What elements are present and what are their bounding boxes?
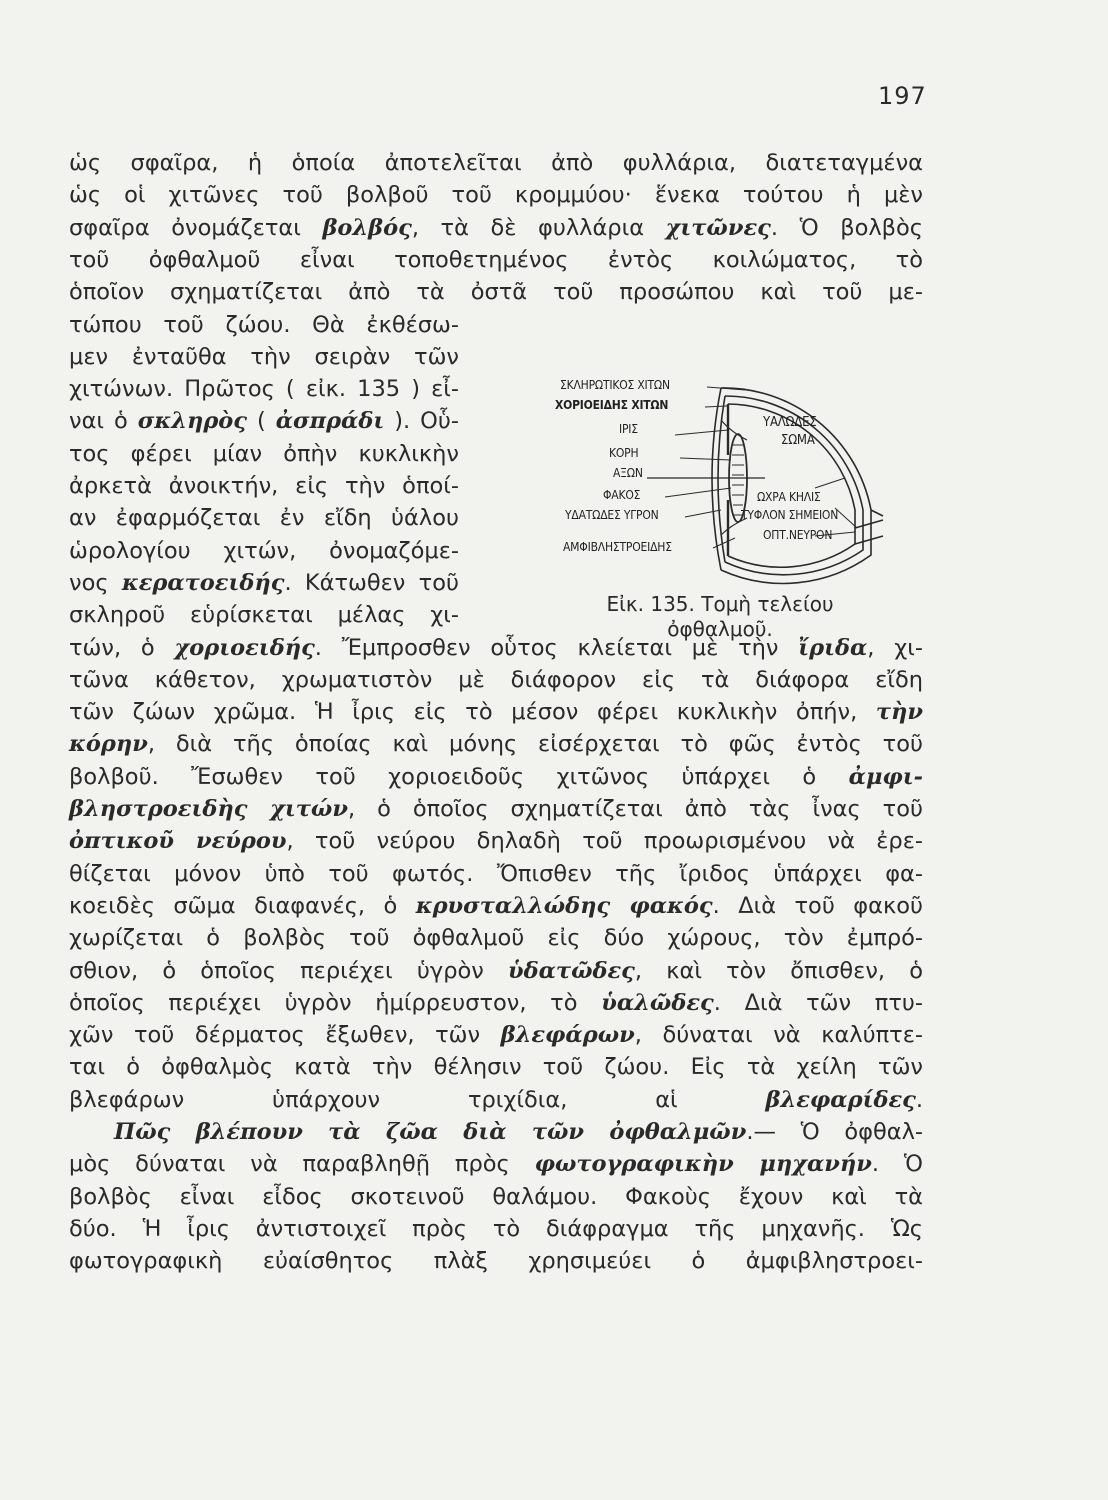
text-segment: ( xyxy=(247,408,276,435)
text-line xyxy=(69,956,923,986)
text-segment: ὁποῖος περιέχει ὑγρὸν ἡμίρρευστον, τὸ xyxy=(69,989,602,1016)
text-segment: αν ἐφαρμόζεται ἐν εἴδη ὑάλου xyxy=(69,505,459,532)
text-line xyxy=(69,762,923,792)
text-segment: ναι ὁ xyxy=(69,408,138,435)
text-segment: ὁποῖον σχηματίζεται ἀπὸ τὰ ὀστᾶ τοῦ προσώπου καὶ τοῦ με- xyxy=(69,279,923,306)
emphasized-term: βληστροειδὴς χιτών xyxy=(69,796,348,822)
text-line xyxy=(69,1182,923,1212)
text-line xyxy=(69,342,459,372)
caption-line-2: ὀφθαλμοῦ. xyxy=(667,617,773,641)
text-segment: , καὶ τὸν ὄπισθεν, ὁ xyxy=(634,957,923,984)
text-segment: βλεφάρων ὑπάρχουν τριχίδια, αἱ xyxy=(69,1086,766,1113)
caption-line-1: Εἰκ. 135. Τομὴ τελείου xyxy=(606,592,834,616)
text-segment: χῶν τοῦ δέρματος ἔξωθεν, τῶν xyxy=(69,1022,501,1049)
text-segment: θίζεται μόνον ὑπὸ τοῦ φωτός. Ὄπισθεν τῆς ἴριδος ὑπάρχει φα- xyxy=(69,860,923,887)
text-line xyxy=(69,794,923,824)
text-line xyxy=(69,536,459,566)
text-segment: . Ὁ βολβὸς xyxy=(770,214,923,241)
text-line xyxy=(69,988,923,1018)
label-macula: ΩΧΡΑ ΚΗΛΙΣ xyxy=(757,490,821,504)
emphasized-term: ὀπτικοῦ νεύρου xyxy=(69,828,287,855)
text-line xyxy=(69,568,459,598)
text-line xyxy=(69,1214,923,1244)
text-segment: , ὁ ὁποῖος σχηματίζεται ἀπὸ τὰς ἶνας τοῦ xyxy=(347,796,923,822)
text-segment: τώπου τοῦ ζώου. Θὰ ἐκθέσω- xyxy=(69,311,459,338)
figure-caption xyxy=(570,592,870,642)
text-segment: . Κάτωθεν τοῦ xyxy=(284,569,459,596)
text-line xyxy=(69,1052,923,1082)
text-segment: τῶν ζώων χρῶμα. Ἡ ἶρις εἰς τὸ μέσον φέρει κυκλικὴν ὀπήν, xyxy=(69,699,876,726)
label-iris: ΙΡΙΣ xyxy=(619,422,638,436)
label-vitreous-2: ΣΩΜΑ xyxy=(781,433,815,448)
emphasized-term: βολβός xyxy=(322,214,412,241)
emphasized-term: χιτῶνες xyxy=(665,214,771,241)
text-line xyxy=(69,891,923,921)
text-segment: χιτώνων. Πρῶτος ( εἰκ. 135 ) εἶ- xyxy=(69,376,459,403)
text-segment: κοειδὲς σῶμα διαφανές, ὁ xyxy=(69,892,416,919)
text-line xyxy=(69,1085,923,1115)
text-line xyxy=(69,665,923,695)
text-line xyxy=(69,697,923,727)
text-segment: μὸς δύναται νὰ παραβληθῇ πρὸς xyxy=(69,1151,535,1178)
text-line xyxy=(69,923,923,953)
text-segment: . Διὰ τῶν πτυ- xyxy=(713,989,923,1016)
text-line xyxy=(69,148,923,178)
text-line xyxy=(69,1117,923,1147)
emphasized-term: τὴν xyxy=(875,699,923,726)
text-segment: ὡρολογίου χιτών, ὀνομαζόμε- xyxy=(69,537,459,564)
emphasized-term: Πῶς βλέπουν τὰ ζῶα διὰ τῶν ὀφθαλμῶν xyxy=(114,1119,747,1145)
emphasized-term: φωτογραφικὴν μηχανήν xyxy=(534,1151,872,1178)
text-segment: ὡς σφαῖρα, ἡ ὁποία ἀποτελεῖται ἀπὸ φυλλάρια, διατεταγμένα xyxy=(69,150,923,176)
text-segment: τοῦ ὀφθαλμοῦ εἶναι τοποθετημένος ἐντὸς κοιλώματος, τὸ xyxy=(69,246,923,273)
emphasized-term: ἴριδα xyxy=(798,634,868,661)
text-line xyxy=(69,180,923,210)
text-segment: , δύναται νὰ καλύπτε- xyxy=(634,1022,923,1049)
emphasized-term: ὑδατῶδες xyxy=(508,957,635,984)
emphasized-term: κερατοειδής xyxy=(121,569,285,596)
emphasized-term: ἀμφι- xyxy=(848,763,923,790)
text-line xyxy=(69,600,459,630)
text-line xyxy=(69,213,923,243)
label-vitreous-1: ΥΑΛΩΔΕΣ xyxy=(763,415,817,430)
text-segment: νος xyxy=(69,569,122,596)
text-segment: . Ὁ xyxy=(871,1151,924,1178)
text-line xyxy=(69,277,923,307)
text-segment: σθιον, ὁ ὁποῖος περιέχει ὑγρὸν xyxy=(69,957,508,984)
emphasized-term: βλεφαρίδες xyxy=(765,1086,916,1113)
text-segment: μεν ἐνταῦθα τὴν σειρὰν τῶν xyxy=(69,343,459,370)
label-retina: ΑΜΦΙΒΛΗΣΤΡΟΕΙΔΗΣ xyxy=(563,540,672,554)
text-segment: δύο. Ἡ ἶρις ἀντιστοιχεῖ πρὸς τὸ διάφραγμα τῆς μηχανῆς. Ὡς xyxy=(69,1215,923,1242)
text-segment: τών, ὁ xyxy=(69,634,175,661)
label-aqueous: ΥΔΑΤΩΔΕΣ ΥΓΡΟΝ xyxy=(565,508,659,522)
text-segment: ται ὁ ὀφθαλμὸς κατὰ τὴν θέλησιν τοῦ ζώου. Εἰς τὰ χείλη τῶν xyxy=(69,1054,923,1081)
text-segment: ὡς οἱ χιτῶνες τοῦ βολβοῦ τοῦ κρομμύου· ἕνεκα τούτου ἡ μὲν xyxy=(69,182,923,209)
emphasized-term: σκληρὸς xyxy=(137,408,247,435)
text-line xyxy=(69,439,459,469)
eye-section-figure xyxy=(535,360,885,585)
label-sclera: ΣΚΛΗΡΩΤΙΚΟΣ ΧΙΤΩΝ xyxy=(560,378,670,392)
text-line xyxy=(69,245,923,275)
text-line xyxy=(69,826,923,856)
text-line xyxy=(69,729,923,759)
label-choroid: ΧΟΡΙΟΕΙΔΗΣ ΧΙΤΩΝ xyxy=(555,398,669,412)
emphasized-term: ἀσπράδι xyxy=(275,408,385,435)
text-line xyxy=(69,406,459,436)
emphasized-term: βλεφάρων xyxy=(500,1022,635,1049)
text-segment: . Ἔμπροσθεν οὗτος κλείεται μὲ τὴν xyxy=(314,634,799,661)
text-line xyxy=(69,1246,923,1276)
text-line xyxy=(69,374,459,404)
text-line xyxy=(69,1149,923,1179)
text-line xyxy=(69,859,923,889)
text-line xyxy=(69,471,459,501)
text-segment: τῶνα κάθετον, χρωματιστὸν μὲ διάφορον εἰς τὰ διάφορα εἴδη xyxy=(69,666,923,693)
label-blind-spot: ΤΥΦΛΟΝ ΣΗΜΕΙΟΝ xyxy=(741,508,839,522)
label-pupil: ΚΟΡΗ xyxy=(609,446,639,460)
emphasized-term: ὑαλῶδες xyxy=(601,989,714,1016)
label-lens: ΦΑΚΟΣ xyxy=(603,488,641,502)
text-line xyxy=(69,503,459,533)
text-segment: , χι- xyxy=(867,634,923,661)
text-segment: χωρίζεται ὁ βολβὸς τοῦ ὀφθαλμοῦ εἰς δύο χώρους, τὸν ἐμπρό- xyxy=(69,925,923,952)
page-number: 197 xyxy=(878,82,927,110)
text-segment: βολβὸς εἶναι εἶδος σκοτεινοῦ θαλάμου. Φακοὺς ἔχουν καὶ τὰ xyxy=(69,1183,923,1210)
text-segment: τος φέρει μίαν ὀπὴν κυκλικὴν xyxy=(69,440,459,467)
label-optic-nerve: ΟΠΤ.ΝΕΥΡΟΝ xyxy=(763,528,833,542)
text-segment: βολβοῦ. Ἔσωθεν τοῦ χοριοειδοῦς χιτῶνος ὑπάρχει ὁ xyxy=(69,763,849,790)
text-segment: σκληροῦ εὑρίσκεται μέλας χι- xyxy=(69,602,459,629)
text-segment: ). Οὗ- xyxy=(384,408,459,435)
text-segment: , διὰ τῆς ὁποίας καὶ μόνης εἰσέρχεται τὸ φῶς ἐντὸς τοῦ xyxy=(147,731,923,758)
text-segment: , τὰ δὲ φυλλάρια xyxy=(411,214,666,241)
text-line xyxy=(69,1020,923,1050)
text-segment xyxy=(69,1119,114,1145)
text-segment: , τοῦ νεύρου δηλαδὴ τοῦ προωρισμένου νὰ ἐρε- xyxy=(286,828,923,855)
text-segment: σφαῖρα ὀνομάζεται xyxy=(69,214,323,241)
emphasized-term: κρυσταλλώδης φακός xyxy=(415,892,713,919)
text-segment: φωτογραφικὴ εὐαίσθητος πλὰξ χρησιμεύει ὁ ἀμφιβληστροει- xyxy=(69,1248,923,1275)
text-segment: .— Ὁ ὀφθαλ- xyxy=(746,1119,923,1145)
text-segment: . xyxy=(915,1086,923,1113)
text-line xyxy=(69,310,459,340)
label-axis: ΑΞΩΝ xyxy=(613,466,643,480)
emphasized-term: κόρην xyxy=(69,731,148,758)
text-segment: ἀρκετὰ ἀνοικτήν, εἰς τὴν ὁποί- xyxy=(69,473,459,499)
emphasized-term: χοριοειδής xyxy=(174,634,315,661)
text-segment: . Διὰ τοῦ φακοῦ xyxy=(712,892,924,919)
